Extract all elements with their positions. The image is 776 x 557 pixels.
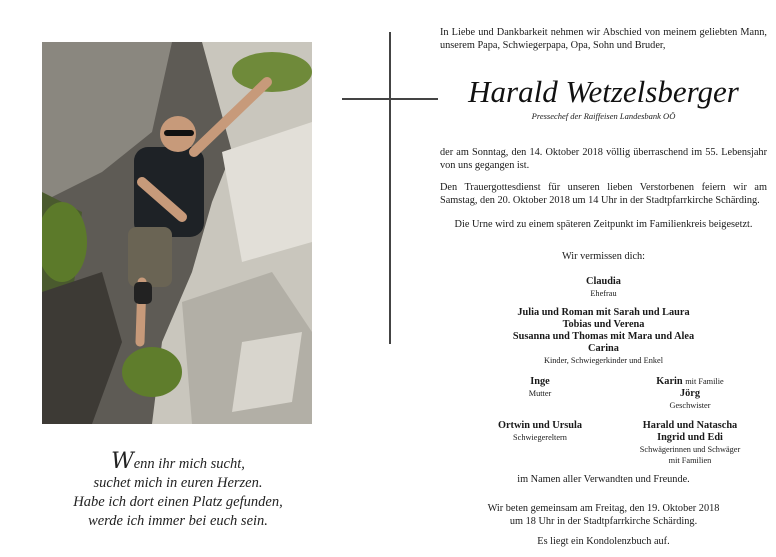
poem-line-2: suchet mich in euren Herzen.	[93, 475, 263, 491]
in-laws-name-1: Harald und Natascha	[642, 420, 738, 431]
family-wife	[440, 276, 767, 299]
family-children	[440, 307, 767, 366]
family-siblings	[620, 376, 760, 411]
children-line-4: Carina	[588, 343, 619, 354]
sibling-name-1-suffix: mit Familie	[685, 377, 724, 386]
wife-relation: Ehefrau	[590, 289, 617, 298]
mother-relation: Mutter	[528, 389, 552, 398]
poem-line-4: werde ich immer bei euch sein.	[88, 513, 268, 529]
siblings-relation: Geschwister	[669, 401, 711, 410]
miss-heading: Wir vermissen dich:	[561, 251, 646, 262]
prayer-line-1: Wir beten gemeinsam am Freitag, den 19. Oktober 2018	[487, 503, 720, 514]
prayer-notice	[440, 502, 767, 528]
deceased-name: Harald Wetzelsberger	[468, 74, 739, 109]
condolence-book: Es liegt ein Kondolenzbuch auf.	[537, 536, 670, 547]
poem-line-3: Habe ich dort einen Platz gefunden,	[73, 494, 283, 510]
children-line-1: Julia und Roman mit Sarah und Laura	[517, 307, 690, 318]
wife-name: Claudia	[586, 276, 621, 287]
children-line-2: Tobias und Verena	[562, 319, 645, 330]
intro-text: In Liebe und Dankbarkeit nehmen wir Abschied von meinem geliebten Mann, unserem Papa, Schwiegerpapa, Opa, Sohn und Bruder,	[440, 27, 767, 51]
parents-in-law-relation: Schwiegereltern	[513, 433, 567, 442]
sibling-name-2: Jörg	[679, 388, 700, 399]
in-laws-name-2: Ingrid und Edi	[657, 432, 723, 443]
cross-bar	[342, 98, 438, 100]
urn-notice: Die Urne wird zu einem späteren Zeitpunkt im Familienkreis beigesetzt.	[454, 219, 753, 230]
sibling-name-1: Karin	[656, 376, 683, 387]
memorial-poem	[40, 449, 316, 531]
in-laws-relation-2: mit Familien	[668, 456, 712, 465]
service-notice: Den Trauergottesdienst für unseren lieben Verstorbenen feiern wir am Samstag, den 20. Oktober 2018 um 14 Uhr in der Stadtpfarrkirche Schärding.	[440, 182, 767, 206]
mother-name: Inge	[530, 376, 550, 387]
family-parents-in-law	[480, 420, 600, 443]
children-line-3: Susanna und Thomas mit Mara und Alea	[512, 331, 695, 342]
poem-line-1: Wenn ihr mich sucht,	[111, 449, 245, 474]
cross-icon	[389, 32, 391, 344]
portrait-photo	[42, 42, 312, 424]
prayer-line-2: um 18 Uhr in der Stadtpfarrkirche Schärding.	[509, 516, 698, 527]
deceased-role: Pressechef der Raiffeisen Landesbank OÖ	[531, 111, 676, 121]
family-mother	[500, 376, 580, 399]
children-relation: Kinder, Schwiegerkinder und Enkel	[543, 356, 664, 365]
family-in-laws	[610, 420, 770, 466]
closing-text: im Namen aller Verwandten und Freunde.	[517, 474, 690, 485]
in-laws-relation-1: Schwägerinnen und Schwäger	[639, 445, 741, 454]
death-notice: der am Sonntag, den 14. Oktober 2018 völlig überraschend im 55. Lebensjahr von uns gegangen ist.	[440, 147, 767, 171]
parents-in-law-name: Ortwin und Ursula	[497, 420, 583, 431]
